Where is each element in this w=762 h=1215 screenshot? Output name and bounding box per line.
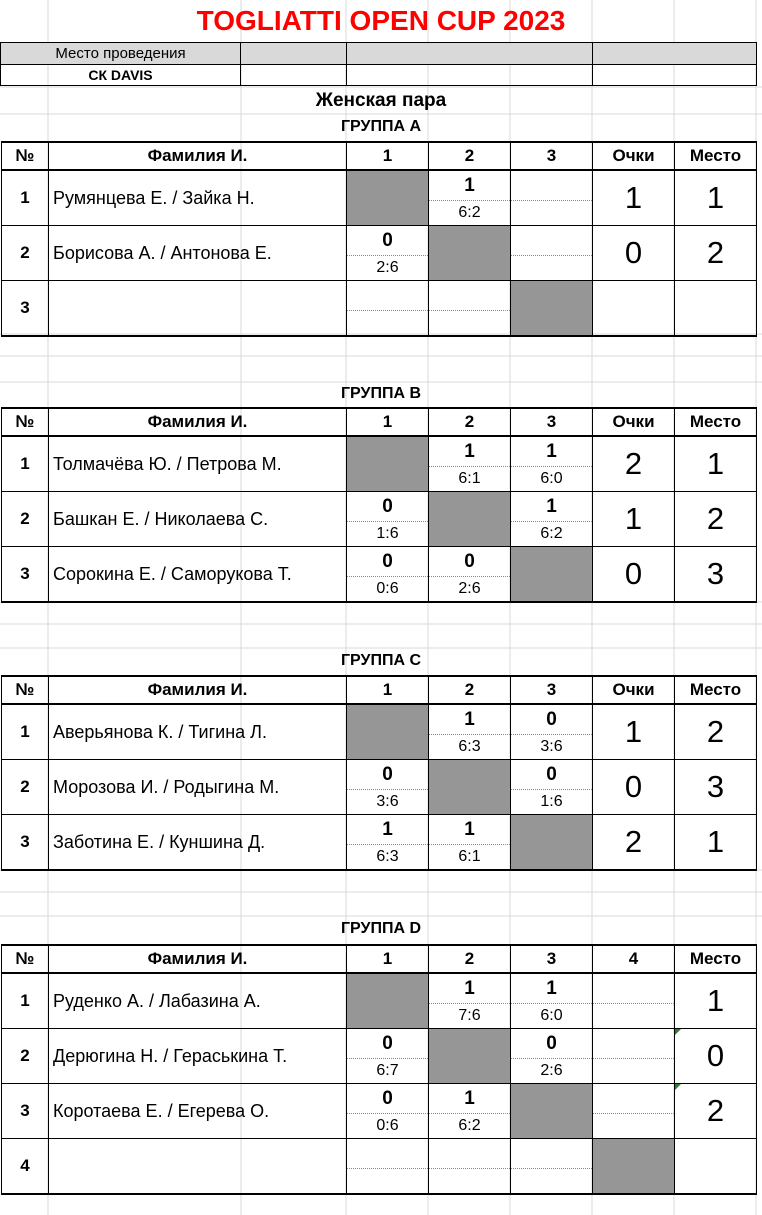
match-result bbox=[511, 492, 592, 546]
match-result-cell bbox=[511, 760, 593, 815]
col-header-name: Фамилия И. bbox=[49, 408, 347, 436]
row-number: 2 bbox=[2, 226, 49, 281]
match-score: 6:2 bbox=[429, 200, 510, 225]
group-header-row bbox=[2, 945, 757, 973]
table-row bbox=[2, 1139, 757, 1194]
player-names: Борисова А. / Антонова Е. bbox=[49, 226, 347, 281]
match-result bbox=[429, 547, 510, 601]
match-score: 0:6 bbox=[347, 576, 428, 601]
table-row bbox=[2, 492, 757, 547]
table-row bbox=[2, 704, 757, 760]
match-win-flag: 0 bbox=[382, 230, 393, 251]
match-result bbox=[593, 1084, 674, 1138]
match-result-cell bbox=[429, 704, 511, 760]
col-header-num: № bbox=[2, 142, 49, 170]
match-win-flag: 1 bbox=[464, 819, 475, 840]
match-win-flag: 0 bbox=[382, 1088, 393, 1109]
match-win-flag bbox=[593, 974, 674, 1003]
player-names: Толмачёва Ю. / Петрова М. bbox=[49, 436, 347, 492]
col-header-c2: 2 bbox=[429, 142, 511, 170]
col-header-name: Фамилия И. bbox=[49, 676, 347, 704]
match-win-flag: 0 bbox=[546, 764, 557, 785]
match-score: 0:6 bbox=[347, 1113, 428, 1138]
row-number: 3 bbox=[2, 815, 49, 871]
player-names: Дерюгина Н. / Гераськина Т. bbox=[49, 1029, 347, 1084]
player-names: Морозова И. / Родыгина М. bbox=[49, 760, 347, 815]
col-header-c1: 1 bbox=[347, 676, 429, 704]
match-win-flag: 0 bbox=[464, 551, 475, 572]
match-result-cell bbox=[429, 170, 511, 226]
match-win-flag bbox=[429, 281, 510, 310]
match-score: 6:1 bbox=[429, 844, 510, 869]
self-match-cell bbox=[511, 281, 593, 336]
venue-value-blank-2 bbox=[346, 64, 593, 86]
match-result bbox=[511, 705, 592, 759]
match-score bbox=[511, 200, 592, 225]
match-win-flag: 1 bbox=[464, 1088, 475, 1109]
table-row bbox=[2, 226, 757, 281]
match-result bbox=[347, 492, 428, 546]
player-names: Руденко А. / Лабазина А. bbox=[49, 973, 347, 1029]
points-value: 2 bbox=[593, 815, 675, 871]
player-names: Аверьянова К. / Тигина Л. bbox=[49, 704, 347, 760]
self-match-cell bbox=[511, 1084, 593, 1139]
match-win-flag bbox=[511, 171, 592, 200]
table-row bbox=[2, 1084, 757, 1139]
match-result-cell bbox=[429, 436, 511, 492]
place-value bbox=[675, 1084, 757, 1139]
match-score: 2:6 bbox=[511, 1058, 592, 1083]
table-row bbox=[2, 281, 757, 336]
group-title: ГРУППА В bbox=[340, 385, 422, 402]
match-score: 6:1 bbox=[429, 466, 510, 491]
match-result bbox=[347, 760, 428, 814]
match-win-flag bbox=[347, 281, 428, 310]
match-result-cell bbox=[429, 547, 511, 603]
place-value: 1 bbox=[675, 973, 757, 1029]
match-result bbox=[429, 1139, 510, 1193]
match-score: 1:6 bbox=[511, 789, 592, 814]
match-result-cell bbox=[593, 973, 675, 1029]
row-number: 4 bbox=[2, 1139, 49, 1194]
match-win-flag bbox=[511, 1139, 592, 1168]
match-score: 6:7 bbox=[347, 1058, 428, 1083]
col-header-c1: 1 bbox=[347, 408, 429, 436]
match-score bbox=[429, 1168, 510, 1193]
col-header-c3: 3 bbox=[511, 408, 593, 436]
place-value: 1 bbox=[675, 170, 757, 226]
col-header-num: № bbox=[2, 945, 49, 973]
match-score bbox=[347, 310, 428, 335]
match-result-cell bbox=[347, 1029, 429, 1084]
row-number: 1 bbox=[2, 973, 49, 1029]
col-header-c3: 3 bbox=[511, 142, 593, 170]
match-result bbox=[511, 1029, 592, 1083]
match-result-cell bbox=[347, 547, 429, 603]
table-row bbox=[2, 1029, 757, 1084]
self-match-cell bbox=[511, 815, 593, 871]
col-header-points: Очки bbox=[593, 142, 675, 170]
match-result-cell bbox=[429, 815, 511, 871]
self-match-cell bbox=[429, 226, 511, 281]
match-result-cell bbox=[593, 1029, 675, 1084]
match-score bbox=[511, 255, 592, 280]
match-score: 6:0 bbox=[511, 466, 592, 491]
match-result-cell bbox=[511, 226, 593, 281]
match-score bbox=[429, 310, 510, 335]
match-result-cell bbox=[347, 815, 429, 871]
player-names bbox=[49, 281, 347, 336]
match-score: 1:6 bbox=[347, 521, 428, 546]
match-win-flag: 0 bbox=[546, 1033, 557, 1054]
match-win-flag: 0 bbox=[382, 496, 393, 517]
match-result bbox=[593, 1029, 674, 1083]
points-value: 1 bbox=[593, 704, 675, 760]
col-header-name: Фамилия И. bbox=[49, 945, 347, 973]
match-result bbox=[511, 974, 592, 1028]
venue-value-blank-1 bbox=[241, 64, 347, 86]
col-header-c2: 2 bbox=[429, 945, 511, 973]
venue-value: СК DAVIS bbox=[0, 64, 241, 86]
match-result-cell bbox=[347, 1139, 429, 1194]
match-result-cell bbox=[429, 973, 511, 1029]
col-header-points: Очки bbox=[593, 408, 675, 436]
match-score: 7:6 bbox=[429, 1003, 510, 1028]
col-header-place: Место bbox=[675, 676, 757, 704]
points-value bbox=[593, 281, 675, 336]
col-header-c2: 2 bbox=[429, 676, 511, 704]
match-win-flag: 0 bbox=[382, 551, 393, 572]
match-result-cell bbox=[593, 1084, 675, 1139]
comment-marker-icon bbox=[675, 1029, 681, 1035]
points-value: 1 bbox=[593, 492, 675, 547]
self-match-cell bbox=[593, 1139, 675, 1194]
match-result bbox=[429, 437, 510, 491]
col-header-c1: 1 bbox=[347, 142, 429, 170]
match-result-cell bbox=[511, 492, 593, 547]
venue-blank-3 bbox=[592, 42, 757, 64]
match-score bbox=[593, 1003, 674, 1028]
points-value: 0 bbox=[593, 760, 675, 815]
self-match-cell bbox=[429, 760, 511, 815]
match-result bbox=[429, 171, 510, 225]
place-value bbox=[675, 281, 757, 336]
points-value: 0 bbox=[593, 547, 675, 603]
match-win-flag: 1 bbox=[382, 819, 393, 840]
table-row bbox=[2, 760, 757, 815]
match-win-flag: 1 bbox=[464, 175, 475, 196]
match-result bbox=[593, 974, 674, 1028]
match-result bbox=[511, 171, 592, 225]
col-header-name: Фамилия И. bbox=[49, 142, 347, 170]
player-names: Заботина Е. / Куншина Д. bbox=[49, 815, 347, 871]
group-title: ГРУППА А bbox=[340, 118, 422, 135]
match-result bbox=[429, 1084, 510, 1138]
match-score: 6:3 bbox=[347, 844, 428, 869]
place-value: 2 bbox=[675, 704, 757, 760]
self-match-cell bbox=[347, 170, 429, 226]
place-value: 1 bbox=[675, 436, 757, 492]
player-names bbox=[49, 1139, 347, 1194]
venue-header-row bbox=[0, 42, 762, 63]
match-win-flag: 1 bbox=[464, 709, 475, 730]
match-result bbox=[347, 1084, 428, 1138]
table-row bbox=[2, 973, 757, 1029]
group-header-row bbox=[2, 408, 757, 436]
points-value: 0 bbox=[593, 226, 675, 281]
match-score: 2:6 bbox=[347, 255, 428, 280]
group-table bbox=[1, 407, 757, 603]
match-result-cell bbox=[511, 973, 593, 1029]
match-result-cell bbox=[511, 704, 593, 760]
match-result-cell bbox=[347, 281, 429, 336]
match-result-cell bbox=[429, 281, 511, 336]
match-result bbox=[511, 226, 592, 280]
match-win-flag: 1 bbox=[464, 978, 475, 999]
match-win-flag bbox=[593, 1029, 674, 1058]
col-header-num: № bbox=[2, 676, 49, 704]
match-result-cell bbox=[347, 760, 429, 815]
self-match-cell bbox=[347, 973, 429, 1029]
match-result bbox=[511, 437, 592, 491]
match-win-flag bbox=[429, 1139, 510, 1168]
match-win-flag: 0 bbox=[546, 709, 557, 730]
row-number: 3 bbox=[2, 281, 49, 336]
match-result bbox=[347, 281, 428, 335]
col-header-c3: 3 bbox=[511, 676, 593, 704]
col-header-c3: 3 bbox=[511, 945, 593, 973]
row-number: 3 bbox=[2, 1084, 49, 1139]
match-result bbox=[429, 974, 510, 1028]
match-result bbox=[429, 281, 510, 335]
venue-value-row bbox=[0, 64, 762, 85]
row-number: 2 bbox=[2, 492, 49, 547]
match-win-flag bbox=[347, 1139, 428, 1168]
match-score: 6:0 bbox=[511, 1003, 592, 1028]
row-number: 1 bbox=[2, 170, 49, 226]
col-header-c2: 2 bbox=[429, 408, 511, 436]
self-match-cell bbox=[429, 1029, 511, 1084]
table-row bbox=[2, 170, 757, 226]
place-value bbox=[675, 1139, 757, 1194]
match-result bbox=[429, 705, 510, 759]
venue-blank-1 bbox=[241, 42, 347, 64]
match-win-flag: 0 bbox=[382, 1033, 393, 1054]
match-result-cell bbox=[347, 492, 429, 547]
match-score: 2:6 bbox=[429, 576, 510, 601]
col-header-c1: 1 bbox=[347, 945, 429, 973]
row-number: 1 bbox=[2, 436, 49, 492]
points-value: 2 bbox=[593, 436, 675, 492]
match-result bbox=[347, 226, 428, 280]
place-text: 0 bbox=[706, 1038, 725, 1073]
match-result bbox=[511, 1139, 592, 1193]
match-result-cell bbox=[347, 1084, 429, 1139]
match-result-cell bbox=[511, 1139, 593, 1194]
match-result-cell bbox=[511, 436, 593, 492]
table-row bbox=[2, 547, 757, 603]
group-table bbox=[1, 141, 757, 337]
match-win-flag: 0 bbox=[382, 764, 393, 785]
player-names: Сорокина Е. / Саморукова Т. bbox=[49, 547, 347, 603]
table-row bbox=[2, 815, 757, 871]
group-table bbox=[1, 944, 757, 1195]
place-value: 1 bbox=[675, 815, 757, 871]
player-names: Башкан Е. / Николаева С. bbox=[49, 492, 347, 547]
venue-value-blank-3 bbox=[592, 64, 757, 86]
place-value bbox=[675, 1029, 757, 1084]
place-value: 2 bbox=[675, 492, 757, 547]
col-header-points: Очки bbox=[593, 676, 675, 704]
group-header-row bbox=[2, 676, 757, 704]
group-title: ГРУППА D bbox=[340, 920, 422, 937]
row-number: 2 bbox=[2, 1029, 49, 1084]
match-score: 6:2 bbox=[429, 1113, 510, 1138]
match-win-flag: 1 bbox=[546, 496, 557, 517]
self-match-cell bbox=[347, 436, 429, 492]
match-result-cell bbox=[429, 1139, 511, 1194]
match-score bbox=[593, 1058, 674, 1083]
self-match-cell bbox=[511, 547, 593, 603]
match-result-cell bbox=[511, 170, 593, 226]
match-score: 6:2 bbox=[511, 521, 592, 546]
match-score bbox=[511, 1168, 592, 1193]
comment-marker-icon bbox=[675, 1084, 681, 1090]
player-names: Румянцева Е. / Зайка Н. bbox=[49, 170, 347, 226]
place-value: 3 bbox=[675, 547, 757, 603]
category-title: Женская пара bbox=[315, 90, 447, 111]
col-header-place: Место bbox=[675, 945, 757, 973]
self-match-cell bbox=[429, 492, 511, 547]
match-win-flag bbox=[511, 226, 592, 255]
match-result bbox=[511, 760, 592, 814]
match-score: 3:6 bbox=[347, 789, 428, 814]
match-result-cell bbox=[429, 1084, 511, 1139]
group-header-row bbox=[2, 142, 757, 170]
row-number: 3 bbox=[2, 547, 49, 603]
match-result bbox=[429, 815, 510, 869]
col-header-place: Место bbox=[675, 408, 757, 436]
group-table bbox=[1, 675, 757, 871]
match-result-cell bbox=[511, 1029, 593, 1084]
col-header-c4: 4 bbox=[593, 945, 675, 973]
venue-blank-2 bbox=[346, 42, 593, 64]
match-win-flag bbox=[593, 1084, 674, 1113]
self-match-cell bbox=[347, 704, 429, 760]
venue-label: Место проведения bbox=[0, 42, 241, 64]
match-score: 3:6 bbox=[511, 734, 592, 759]
match-win-flag: 1 bbox=[546, 441, 557, 462]
match-score bbox=[593, 1113, 674, 1138]
match-result-cell bbox=[347, 226, 429, 281]
row-number: 1 bbox=[2, 704, 49, 760]
match-result bbox=[347, 547, 428, 601]
match-score: 6:3 bbox=[429, 734, 510, 759]
match-win-flag: 1 bbox=[546, 978, 557, 999]
page-title: TOGLIATTI OPEN CUP 2023 bbox=[196, 5, 566, 36]
col-header-place: Место bbox=[675, 142, 757, 170]
place-value: 2 bbox=[675, 226, 757, 281]
match-win-flag: 1 bbox=[464, 441, 475, 462]
match-result bbox=[347, 1029, 428, 1083]
table-row bbox=[2, 436, 757, 492]
match-score bbox=[347, 1168, 428, 1193]
row-number: 2 bbox=[2, 760, 49, 815]
place-value: 3 bbox=[675, 760, 757, 815]
group-title: ГРУППА С bbox=[340, 652, 422, 669]
col-header-num: № bbox=[2, 408, 49, 436]
points-value: 1 bbox=[593, 170, 675, 226]
match-result bbox=[347, 815, 428, 869]
match-result bbox=[347, 1139, 428, 1193]
place-text: 2 bbox=[706, 1093, 725, 1128]
player-names: Коротаева Е. / Егерева О. bbox=[49, 1084, 347, 1139]
